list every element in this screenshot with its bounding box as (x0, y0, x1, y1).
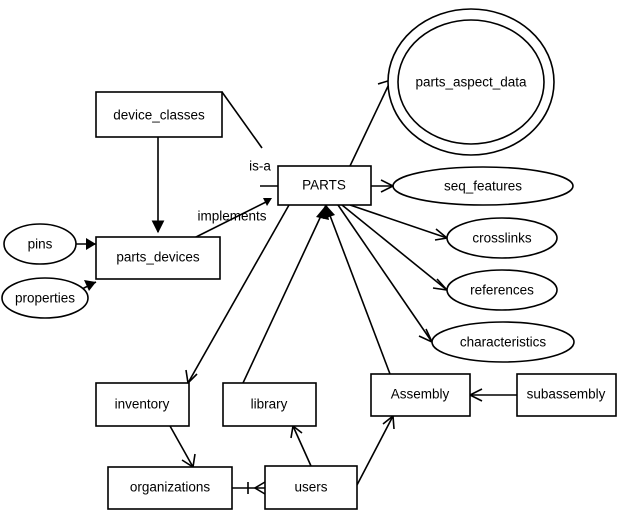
attribute-crosslinks (447, 218, 557, 258)
crosslinks-label: crosslinks (472, 230, 532, 246)
entity-users (265, 466, 357, 509)
edge-users-assembly (357, 416, 393, 485)
organizations-label: organizations (129, 479, 211, 495)
users-label: users (294, 479, 328, 495)
parts-aspect-data-label: parts_aspect_data (415, 74, 527, 90)
attribute-parts-aspect-data (388, 9, 554, 155)
entity-inventory (96, 383, 189, 426)
attribute-properties (2, 278, 88, 318)
edge-device-classes-parts-is-a (222, 92, 262, 148)
is-a-label: is-a (249, 158, 271, 174)
library-label: library (250, 396, 288, 412)
attribute-seq-features (393, 167, 573, 205)
edge-library-parts (243, 205, 326, 383)
pins-arrowhead (86, 238, 96, 250)
entity-organizations (108, 467, 232, 509)
edge-inventory-organizations (170, 426, 193, 467)
properties-arrowhead (84, 280, 96, 291)
crowfoot-users-assembly (383, 416, 394, 429)
parts-label: PARTS (302, 177, 346, 193)
subassembly-label: subassembly (526, 386, 606, 402)
edge-references (342, 205, 447, 290)
entity-device-classes (96, 92, 222, 137)
attribute-references (447, 270, 557, 310)
edge-parts-inventory (188, 205, 289, 383)
edge-parts-aspect-data (350, 82, 390, 166)
references-label: references (470, 282, 534, 298)
attribute-characteristics (432, 322, 574, 362)
entity-parts (278, 166, 371, 205)
characteristics-label: characteristics (459, 334, 547, 350)
entity-library (223, 383, 316, 426)
properties-label: properties (14, 290, 76, 306)
edge-crosslinks (350, 205, 447, 238)
entity-parts-devices (96, 237, 220, 279)
implements-label: implements (197, 208, 267, 224)
assembly-label: Assembly (390, 386, 450, 402)
attribute-pins (4, 224, 76, 264)
entity-subassembly (517, 374, 616, 416)
inventory-label: inventory (114, 396, 170, 412)
pins-label: pins (27, 236, 53, 252)
parts-devices-label: parts_devices (116, 249, 200, 265)
seq-features-label: seq_features (443, 178, 523, 194)
device-classes-label: device_classes (113, 107, 205, 123)
entity-assembly (371, 374, 470, 416)
edge-assembly-parts (326, 205, 390, 374)
